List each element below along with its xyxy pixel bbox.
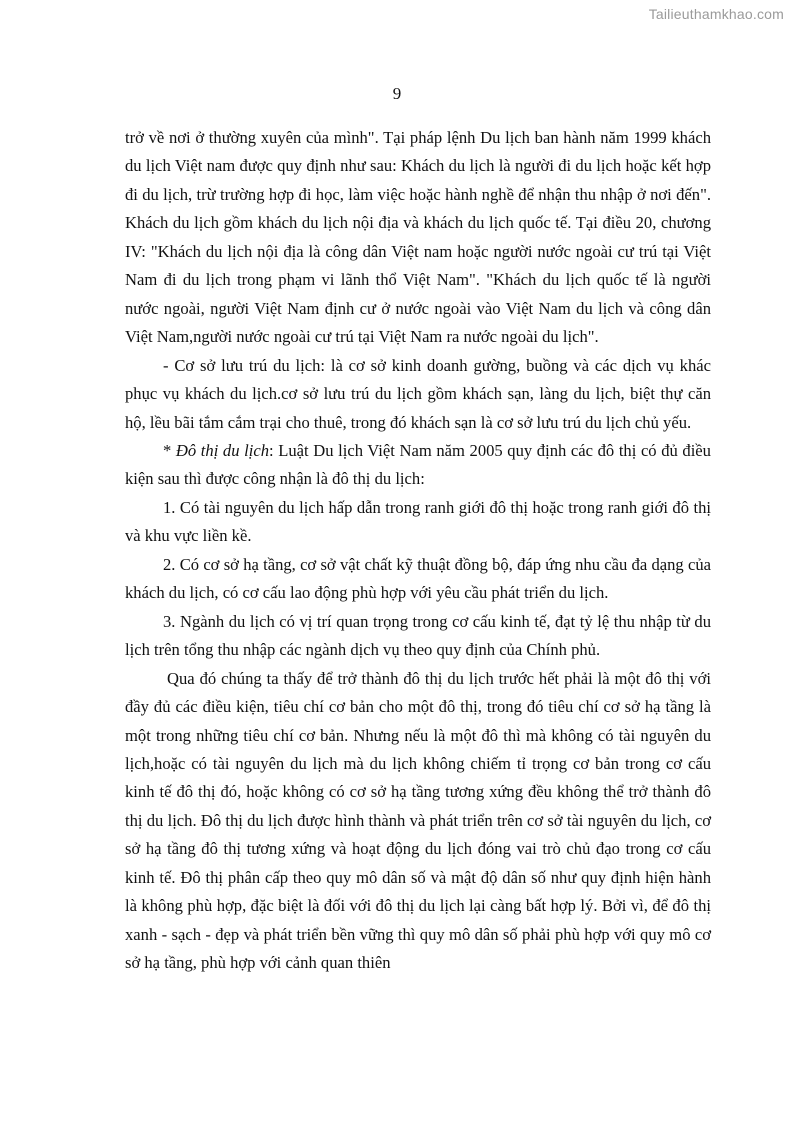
- document-body: [125, 124, 711, 978]
- watermark: Tailieuthamkhao.com: [648, 6, 784, 22]
- term-tourist-city: Đô thị du lịch: [175, 440, 269, 460]
- paragraph-accommodation: - Cơ sở lưu trú du lịch: là cơ sở kinh doanh gường, buồng và các dịch vụ khác phục vụ khách du lịch.cơ sở lưu trú du lịch gồm khách sạn, làng du lịch, biệt thự căn hộ, lều bãi tắm cắm trại cho thuê, trong đó khách sạn là cơ sở lưu trú du lịch chủ yếu.: [125, 355, 711, 432]
- bullet-star: *: [163, 440, 176, 460]
- list-item-1: 1. Có tài nguyên du lịch hấp dẫn trong ranh giới đô thị hoặc trong ranh giới đô thị và khu vực liền kề.: [125, 497, 711, 546]
- list-item-2: 2. Có cơ sở hạ tầng, cơ sở vật chất kỹ thuật đồng bộ, đáp ứng nhu cầu đa dạng của khách du lịch, có cơ cấu lao động phù hợp với yêu cầu phát triển du lịch.: [125, 554, 711, 603]
- list-item-3: 3. Ngành du lịch có vị trí quan trọng trong cơ cấu kinh tế, đạt tỷ lệ thu nhập từ du lịch trên tổng thu nhập các ngành dịch vụ theo quy định của Chính phủ.: [125, 611, 711, 660]
- paragraph-tourist-city: [125, 437, 711, 494]
- paragraph-conclusion: Qua đó chúng ta thấy để trở thành đô thị du lịch trước hết phải là một đô thị với đầy đủ các điều kiện, tiêu chí cơ bản cho một đô thị, trong đó tiêu chí cơ sở hạ tầng là một trong những tiêu chí cơ bản. Nhưng nếu là một đô thì mà không có tài nguyên du lịch,hoặc có tài nguyên du lịch mà du lịch không chiếm tỉ trọng cơ bản trong cơ cấu kinh tế đô thị đó, hoặc không có cơ sở hạ tầng tương xứng đều không thể trở thành đô thị du lịch. Đô thị du lịch được hình thành và phát triển trên cơ sở tài nguyên du lịch, cơ sở hạ tầng đô thị tương xứng và hoạt động du lịch đóng vai trò chủ đạo trong cơ cấu kinh tế. Đô thị phân cấp theo quy mô dân số và mật độ dân số như quy định hiện hành là không phù hợp, đặc biệt là đối với đô thị du lịch lại càng bất hợp lý. Bởi vì, để đô thị xanh - sạch - đẹp và phát triển bền vững thì quy mô dân số phải phù hợp với quy mô cơ sở hạ tầng, phù hợp với cảnh quan thiên: [125, 668, 711, 973]
- paragraph-tourist-definition: trở về nơi ở thường xuyên của mình". Tại pháp lệnh Du lịch ban hành năm 1999 khách du lịch Việt nam được quy định như sau: Khách du lịch là người đi du lịch hoặc kết hợp đi du lịch, trừ trường hợp đi học, làm việc hoặc hành nghề để nhận thu nhập ở nơi đến". Khách du lịch gồm khách du lịch nội địa và khách du lịch quốc tế. Tại điều 20, chương IV: "Khách du lịch nội địa là công dân Việt nam hoặc người nước ngoài cư trú tại Việt Nam đi du lịch trong phạm vi lãnh thổ Việt Nam". "Khách du lịch quốc tế là người nước ngoài, người Việt Nam định cư ở nước ngoài vào Việt Nam du lịch và công dân Việt Nam,người nước ngoài cư trú tại Việt Nam ra nước ngoài du lịch".: [125, 128, 711, 347]
- page-number: 9: [392, 84, 402, 103]
- tourist-city-definition: : Luật Du lịch Việt Nam năm 2005 quy định các đô thị có đủ điều kiện sau thì được công nhận là đô thị du lịch:: [125, 440, 711, 489]
